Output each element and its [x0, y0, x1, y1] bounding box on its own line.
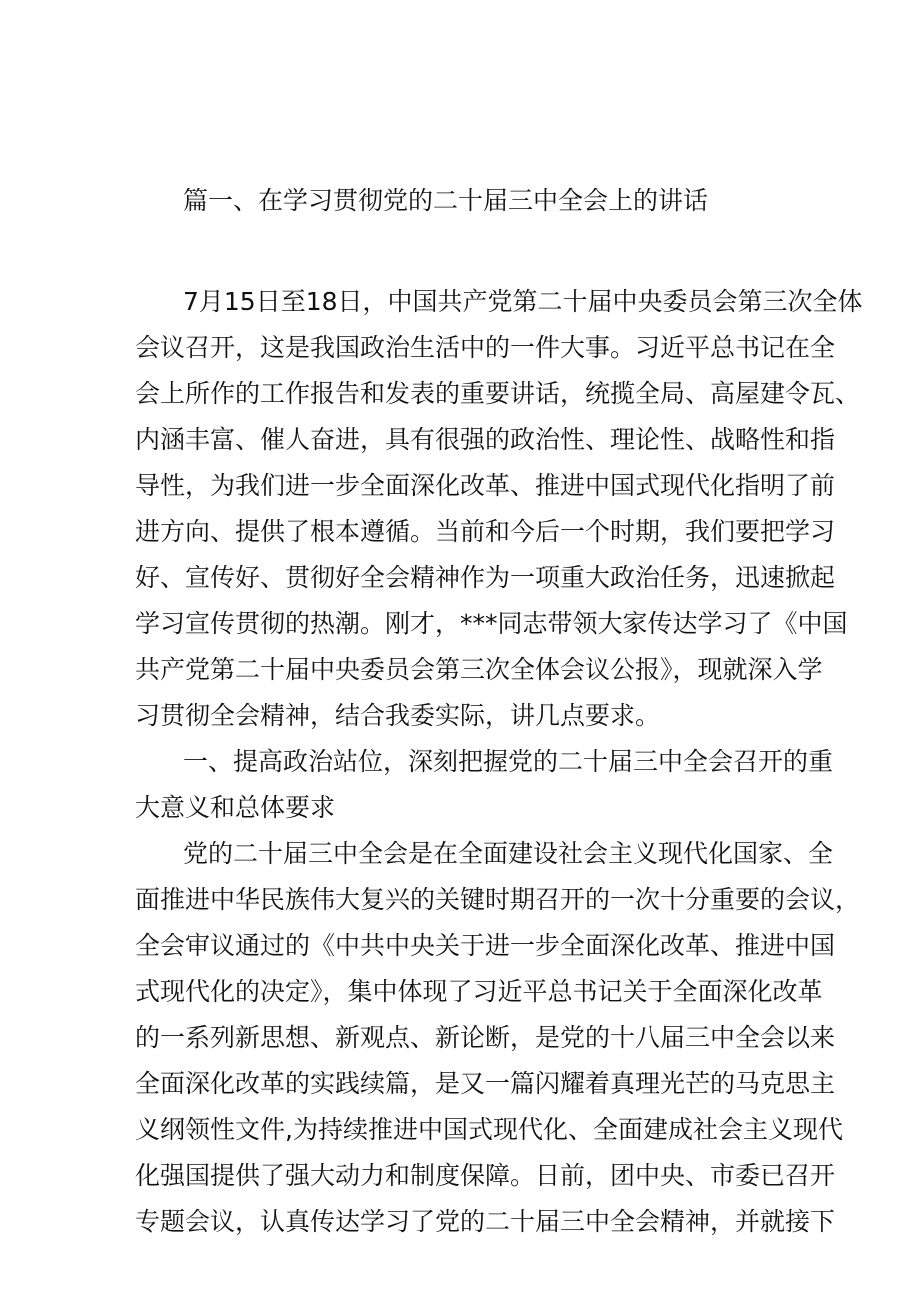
paragraph-line-5: 导性，为我们进一步全面深化改革、推进中国式现代化指明了前 [135, 471, 836, 500]
paragraph-line-17: 的一系列新思想、新观点、新论断，是党的十八届三中全会以来 [135, 1023, 836, 1052]
paragraph-line-18: 全面深化改革的实践续篇，是又一篇闪耀着真理光芒的马克思主 [135, 1069, 836, 1098]
paragraph-line-21: 专题会议，认真传达学习了党的二十届三中全会精神，并就接下 [135, 1207, 836, 1236]
document-title: 篇一、在学习贯彻党的二十届三中全会上的讲话 [183, 186, 709, 215]
section-heading-line-1: 一、提高政治站位，深刻把握党的二十届三中全会召开的重 [183, 747, 834, 776]
paragraph-line-8: 学习宣传贯彻的热潮。刚才，***同志带领大家传达学习了《中国 [135, 609, 848, 638]
paragraph-line-14: 面推进中华民族伟大复兴的关键时期召开的一次十分重要的会议， [135, 885, 861, 914]
paragraph-line-4: 内涵丰富、催人奋进，具有很强的政治性、理论性、战略性和指 [135, 425, 836, 454]
paragraph-line-7: 好、宣传好、贯彻好全会精神作为一项重大政治任务，迅速掀起 [135, 563, 836, 592]
paragraph-line-9: 共产党第二十届中央委员会第三次全体会议公报》，现就深入学 [135, 655, 823, 684]
paragraph-line-3: 会上所作的工作报告和发表的重要讲话，统揽全局、高屋建令瓦、 [135, 379, 861, 408]
paragraph-line-16: 式现代化的决定》，集中体现了习近平总书记关于全面深化改革 [135, 977, 823, 1006]
paragraph-line-15: 全会审议通过的《中共中央关于进一步全面深化改革、推进中国 [135, 931, 836, 960]
paragraph-line-6: 进方向、提供了根本遵循。当前和今后一个时期，我们要把学习 [135, 517, 836, 546]
paragraph-line-19: 义纲领性文件,为持续推进中国式现代化、全面建成社会主义现代 [135, 1115, 843, 1144]
paragraph-line-20: 化强国提供了强大动力和制度保障。日前，团中央、市委已召开 [135, 1161, 836, 1190]
section-heading-line-2: 大意义和总体要求 [135, 793, 336, 822]
paragraph-line-1: 7月15日至18日，中国共产党第二十届中央委员会第三次全体 [183, 287, 863, 316]
paragraph-line-10: 习贯彻全会精神，结合我委实际，讲几点要求。 [135, 701, 661, 730]
paragraph-line-2: 会议召开，这是我国政治生活中的一件大事。习近平总书记在全 [135, 333, 836, 362]
paragraph-line-13: 党的二十届三中全会是在全面建设社会主义现代化国家、全 [183, 839, 834, 868]
